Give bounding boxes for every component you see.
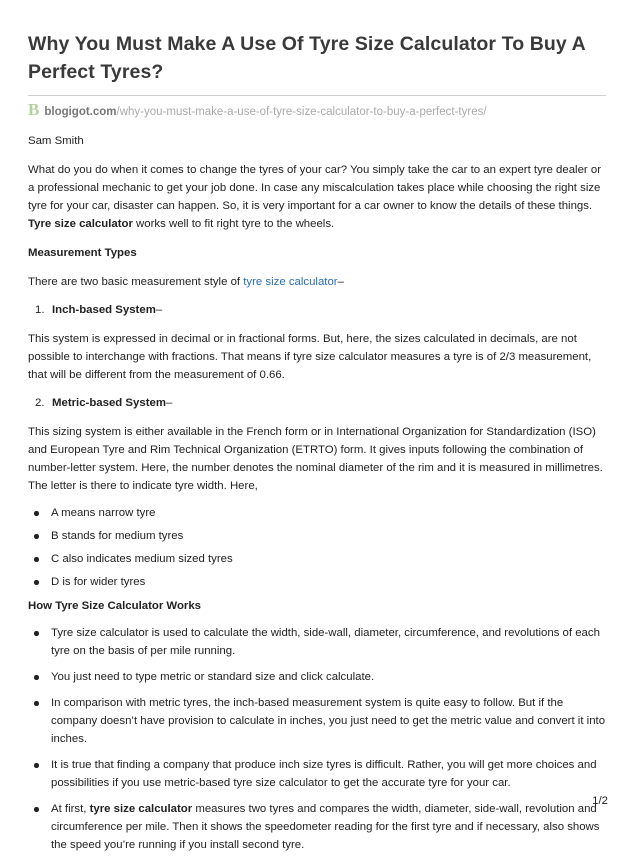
source-domain[interactable]: blogigot.com (44, 106, 117, 118)
author-name: Sam Smith (28, 135, 84, 147)
list-item: It is true that finding a company that produce inch size tyres is difficult. Rather, you will get more choices and possibilities if you use metric-based tyre size calculator to get the accurate tyre for your car. (28, 756, 606, 792)
list-item: A means narrow tyre (28, 504, 606, 522)
list-item: In comparison with metric tyres, the inch-based measurement system is quite easy to follow. But if the company doesn’t have provision to calculate in inches, you just need to get the metric value and convert it into inches. (28, 694, 606, 748)
intro-tail: works well to fit right tyre to the wheels. (132, 218, 335, 230)
measurement-heading: Measurement Types (28, 247, 137, 259)
inch-list (28, 301, 606, 319)
measurement-lead-text: There are two basic measurement style of (28, 276, 244, 288)
list-item: You just need to type metric or standard size and click calculate. (28, 668, 606, 686)
tyre-size-calculator-link[interactable]: tyre size calculator (243, 276, 338, 288)
blogger-icon: B (28, 100, 40, 119)
intro-text: What do you do when it comes to change the tyres of your car? You simply take the car to an expert tyre dealer or a professional mechanic to get your job done. In case any miscalculation takes place while choosing the right size tyre for your car, disaster can happen. So, it is very important for a car owner to know the details of these things. (28, 164, 602, 212)
list-item (28, 394, 606, 412)
intro-bold: Tyre size calculator (28, 218, 133, 230)
works-last-bold: tyre size calculator (89, 803, 193, 815)
measurement-lead-dash: – (337, 276, 344, 288)
list-item (28, 800, 606, 854)
page-title: Why You Must Make A Use Of Tyre Size Calculator To Buy A Perfect Tyres? (28, 33, 586, 83)
list-number: 2. (35, 397, 45, 409)
list-item (28, 301, 606, 319)
metric-list (28, 394, 606, 412)
title-divider (28, 95, 606, 96)
works-list (28, 624, 606, 854)
intro-paragraph (28, 161, 606, 233)
measurement-lead (28, 273, 606, 291)
list-item: B stands for medium tyres (28, 527, 606, 545)
source-path[interactable]: /why-you-must-make-a-use-of-tyre-size-calculator-to-buy-a-perfect-tyres/ (116, 106, 487, 118)
list-number: 1. (35, 304, 45, 316)
page-number: 1/2 (592, 795, 608, 807)
width-letter-list (28, 504, 606, 591)
works-last-pre: At first, (51, 803, 90, 815)
inch-suffix: – (155, 304, 163, 316)
inch-title: Inch-based System (52, 304, 156, 316)
inch-body: This system is expressed in decimal or in fractional forms. But, here, the sizes calculated in decimals, are not possible to interchange with fractions. That means if tyre size calculator measures a tyre is of 2/3 measurement, that will be different from the measurement of 0.66. (28, 333, 592, 381)
works-heading: How Tyre Size Calculator Works (28, 600, 202, 612)
metric-body: This sizing system is either available in the French form or in International Organization for Standardization (ISO) and European Tyre and Rim Technical Organization (ETRTO) form. It gives inputs following the combination of number-letter system. Here, the number denotes the nominal diameter of the rim and it is measured in millimetres. The letter is there to indicate tyre width. Here, (28, 426, 603, 492)
metric-title: Metric-based System (52, 397, 166, 409)
list-item: D is for wider tyres (28, 573, 606, 591)
works-last-post: measures two tyres and compares the width, diameter, side-wall, revolution and circumference per mile. Then it shows the speedometer reading for the first tyre and if necessary, also shows the speed you’re running if you install second tyre. (51, 803, 600, 851)
list-item: Tyre size calculator is used to calculate the width, side-wall, diameter, circumference, and revolutions of each tyre on the basis of per mile running. (28, 624, 606, 660)
metric-suffix: – (165, 397, 173, 409)
source-line (28, 102, 606, 118)
list-item: C also indicates medium sized tyres (28, 550, 606, 568)
document-page (28, 30, 606, 862)
